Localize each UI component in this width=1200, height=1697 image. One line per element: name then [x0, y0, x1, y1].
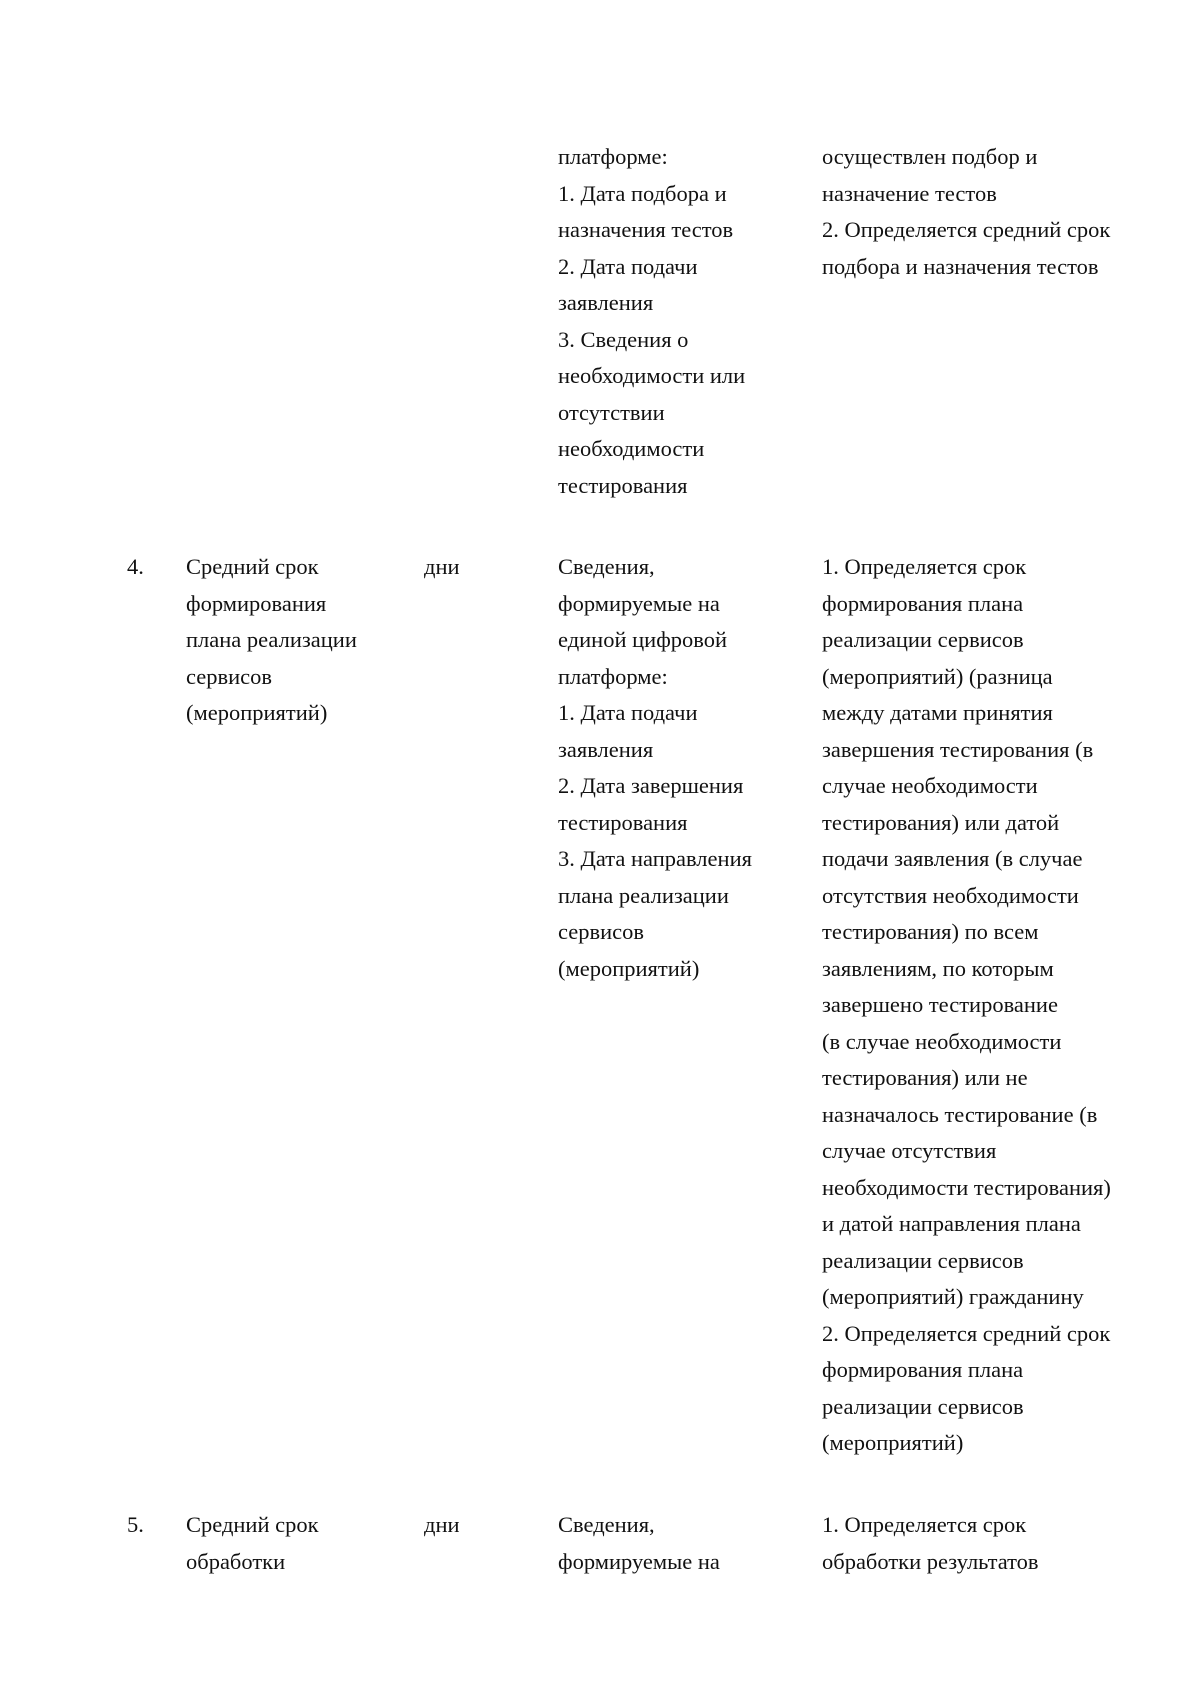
text-line: 2. Определяется средний срок: [822, 217, 1111, 242]
text-line: тестирования: [558, 472, 688, 498]
row-number-text: 4.: [127, 554, 144, 579]
text-line: 2. Определяется средний срок: [822, 1320, 1111, 1346]
text-line: 1. Определяется срок: [822, 554, 1027, 579]
text-line: необходимости или: [558, 363, 746, 388]
text-line: назначения тестов: [558, 217, 734, 242]
text-line: Сведения,: [558, 1512, 655, 1537]
text-line: заявления: [558, 736, 654, 762]
text-line: необходимости тестирования): [822, 1174, 1111, 1200]
text-line: обработки результатов: [822, 1548, 1039, 1574]
row-number-text: 5.: [127, 1512, 144, 1537]
text-line: случае отсутствия: [822, 1138, 997, 1163]
source-cell: [558, 549, 808, 987]
text-line: назначалось тестирование (в: [822, 1101, 1098, 1127]
text-line: 3. Сведения о: [558, 326, 689, 352]
text-line: Средний срок: [186, 1512, 319, 1537]
unit-cell: [424, 549, 534, 586]
text-line: заявления: [558, 290, 654, 315]
text-line: формируемые на: [558, 590, 720, 616]
text-line: тестирования) по всем: [822, 919, 1039, 944]
text-line: (мероприятий): [558, 955, 700, 981]
indicator-name-cell: [186, 1507, 411, 1580]
text-line: формирования: [186, 590, 327, 616]
method-cell: [822, 1507, 1152, 1580]
text-line: сервисов: [558, 919, 645, 944]
text-line: завершения тестирования (в: [822, 736, 1094, 762]
text-line: (мероприятий) гражданину: [822, 1284, 1084, 1309]
text-line: отсутствия необходимости: [822, 882, 1079, 908]
text-line: 1. Дата подачи: [558, 700, 698, 725]
text-line: (мероприятий): [186, 700, 328, 725]
method-cell: [822, 549, 1152, 1462]
text-line: отсутствии: [558, 399, 665, 425]
text-line: реализации сервисов: [822, 627, 1024, 652]
source-cell: [558, 139, 808, 504]
text-line: завершено тестирование: [822, 992, 1058, 1017]
indicator-name-cell: [186, 549, 411, 732]
text-line: подбора и назначения тестов: [822, 253, 1099, 279]
text-line: платформе:: [558, 663, 668, 689]
text-line: и датой направления плана: [822, 1211, 1081, 1236]
row-number: [127, 549, 144, 586]
text-line: единой цифровой: [558, 627, 728, 652]
text-line: необходимости: [558, 436, 705, 461]
text-line: осуществлен подбор и: [822, 144, 1038, 169]
text-line: (в случае необходимости: [822, 1028, 1062, 1054]
text-line: тестирования) или не: [822, 1065, 1028, 1090]
text-line: реализации сервисов: [822, 1247, 1024, 1273]
unit-text: дни: [424, 1512, 460, 1537]
text-line: тестирования: [558, 809, 688, 835]
text-line: заявлениям, по которым: [822, 955, 1054, 981]
row-number: [127, 1507, 144, 1544]
text-line: Сведения,: [558, 554, 655, 579]
text-line: назначение тестов: [822, 180, 997, 206]
text-line: 1. Дата подбора и: [558, 180, 727, 206]
method-cell: [822, 139, 1152, 285]
text-line: платформе:: [558, 144, 668, 169]
text-line: тестирования) или датой: [822, 809, 1060, 835]
text-line: формирования плана: [822, 1357, 1024, 1382]
text-line: между датами принятия: [822, 700, 1053, 725]
text-line: подачи заявления (в случае: [822, 846, 1083, 871]
text-line: сервисов: [186, 663, 273, 689]
text-line: плана реализации: [186, 627, 357, 652]
text-line: формируемые на: [558, 1548, 720, 1574]
unit-cell: [424, 1507, 534, 1544]
source-cell: [558, 1507, 808, 1580]
text-line: реализации сервисов: [822, 1393, 1024, 1419]
text-line: плана реализации: [558, 882, 729, 908]
text-line: случае необходимости: [822, 773, 1038, 798]
text-line: 1. Определяется срок: [822, 1512, 1027, 1537]
text-line: (мероприятий) (разница: [822, 663, 1053, 689]
text-line: Средний срок: [186, 554, 319, 579]
text-line: 2. Дата завершения: [558, 773, 744, 798]
text-line: (мероприятий): [822, 1430, 964, 1455]
text-line: формирования плана: [822, 590, 1024, 616]
text-line: 3. Дата направления: [558, 846, 752, 871]
text-line: обработки: [186, 1548, 286, 1574]
unit-text: дни: [424, 554, 460, 579]
text-line: 2. Дата подачи: [558, 253, 698, 279]
